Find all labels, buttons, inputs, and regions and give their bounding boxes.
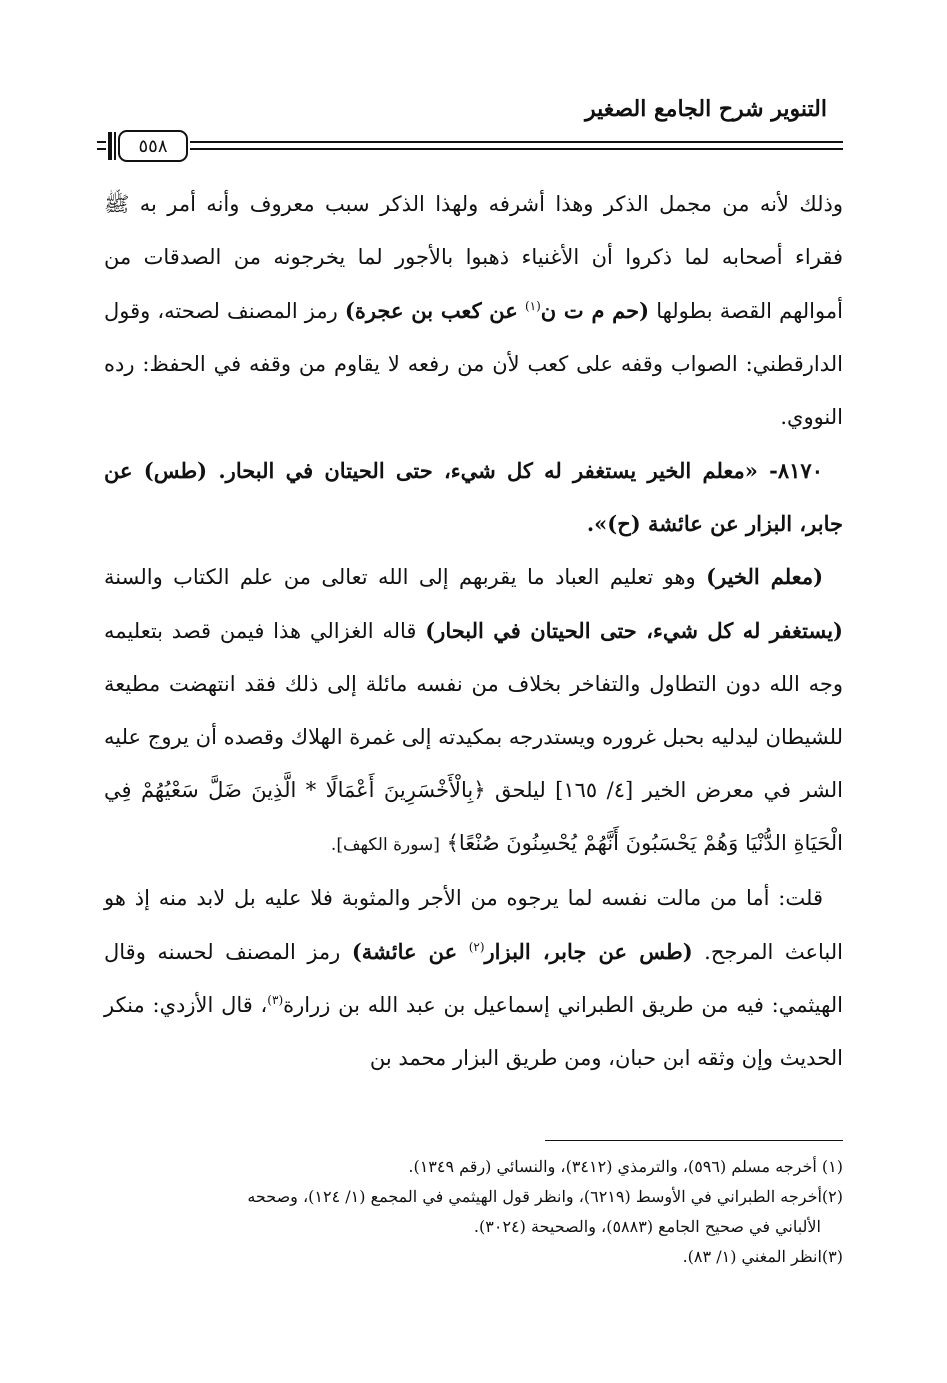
footnote-2: (٢)أخرجه الطبراني في الأوسط (٦٢١٩)، وانظر قول الهيثمي في المجمع (١/ ١٢٤)، وصححه: [247, 1187, 843, 1206]
header-rule: [190, 148, 843, 150]
quran-verse: ﴿بِالْأَخْسَرِينَ أَعْمَالًا * الَّذِينَ ضَلَّ سَعْيُهُمْ فِي الْحَيَاةِ الدُّنْيَا وَهُمْ يَحْسَبُونَ أَنَّهُمْ يُحْسِنُونَ صُنْعًا﴾: [104, 778, 843, 855]
footnotes: [104, 1152, 843, 1272]
hadith-text: ٨١٧٠- «معلم الخير يستغفر له كل شيء، حتى الحيتان في البحار. (طس) عن جابر، البزار عن عائشة (ح)».: [104, 458, 843, 536]
header-rule: [190, 141, 843, 143]
header-ornament: [97, 141, 106, 143]
paragraph-note: قلت: أما من مالت نفسه لما يرجوه من الأجر والمثوبة فلا عليه بل لابد منه إذ هو الباعث المرجح. (طس عن جابر، البزار$^{(٢)}$ عن عائشة) رمز المصنف لحسنه وقال الهيثمي: فيه من طريق الطبراني إسماعيل بن عبد الله بن زرارة$^{(٣)}$، قال الأزدي: منكر الحديث وإن وثقه ابن حبان، ومن طريق البزار محمد بن: [104, 886, 843, 1070]
header-ornament: [114, 132, 116, 160]
footnote-ref: (٢): [468, 940, 485, 954]
main-text: [104, 178, 843, 1085]
paragraph-explanation: (معلم الخير) وهو تعليم العباد ما يقربهم إلى الله تعالى من علم الكتاب والسنة (يستغفر له كل شيء، حتى الحيتان في البحار) قاله الغزالي هذا فيمن قصد بتعليمه وجه الله دون التطاول والتفاخر بخلاف من نفسه مائلة إلى ذلك فقد انتهضت مطيعة للشيطان ليدليه بحبل غروره ويستدرجه بمكيدته إلى غمرة الهلاك وقصده أن يروج عليه الشر في معرض الخير [٤/ ١٦٥] ليلحق ﴿بِالْأَخْسَرِينَ أَعْمَالًا * الَّذِينَ ضَلَّ سَعْيُهُمْ فِي الْحَيَاةِ الدُّنْيَا وَهُمْ يَحْسَبُونَ أَنَّهُمْ يُحْسِنُونَ صُنْعًا﴾ [سورة الكهف].: [104, 564, 843, 855]
header-ornament: [97, 148, 106, 150]
footnote-separator: [545, 1140, 843, 1141]
running-title: التنوير شرح الجامع الصغير: [585, 96, 827, 122]
footnote-1: (١) أخرجه مسلم (٥٩٦)، والترمذي (٣٤١٢)، والنسائي (رقم ١٣٤٩).: [408, 1157, 843, 1176]
footnote-ref: (١): [524, 299, 541, 313]
footnote-2-continued: الألباني في صحيح الجامع (٥٨٨٣)، والصحيحة (٣٠٢٤).: [473, 1217, 821, 1236]
footnote-3: (٣)انظر المغني (١/ ٨٣).: [682, 1247, 843, 1266]
header-ornament: [108, 132, 112, 160]
footnote-ref: (٣): [267, 993, 284, 1007]
sura-reference: [سورة الكهف].: [330, 835, 440, 855]
page-number: ٥٥٨: [118, 130, 188, 162]
paragraph-commentary: وذلك لأنه من مجمل الذكر وهذا أشرفه ولهذا الذكر سبب معروف وأنه أمر به ﷺ فقراء أصحابه لما ذكروا أن الأغنياء ذهبوا بالأجور لما يخرجونه من الصدقات من أموالهم القصة بطولها (حم م ت ن$^{(١)}$ عن كعب بن عجرة) رمز المصنف لصحته، وقول الدارقطني: الصواب وقفه على كعب لأن من رفعه لا يقاوم من وقفه في الحفظ: رده النووي.: [104, 192, 843, 429]
